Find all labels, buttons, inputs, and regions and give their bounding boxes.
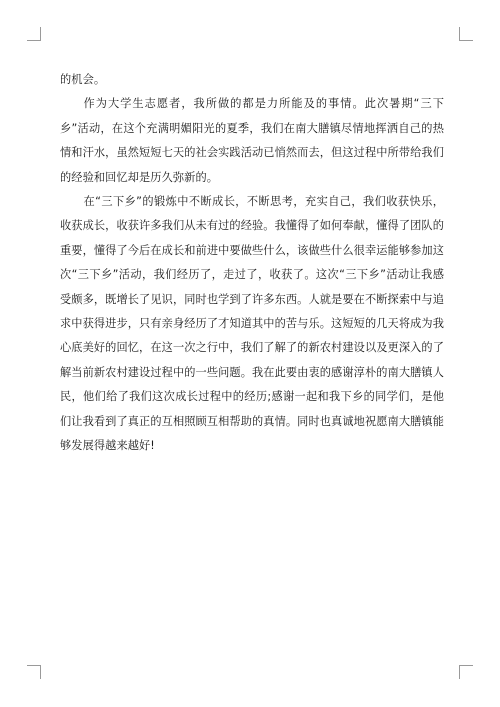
paragraph-continuation: 的机会。 bbox=[60, 73, 106, 86]
crop-mark-bottom-right bbox=[459, 665, 473, 679]
paragraph-growth-and-thanks: 在“三下乡”的锻炼中不断成长，不断思考，充实自己，我们收获快乐，收获成长，收获许多我们从未有过的经验。我懂得了如何奉献，懂得了团队的重要，懂得了今后在成长和前进中要做些什么，该做些什么很幸运能够参加这次“三下乡”活动，我们经历了，走过了，收获了。这次“三下乡”活动让我感受颇多，既增长了见识，同时也学到了许多东西。人就是要在不断探索中与追求中获得进步，只有亲身经历了才知道其中的苦与乐。这短短的几天将成为我心底美好的回忆，在这一次之行中，我们了解了的新农村建设以及更深入的了解当前新农村建设过程中的一些问题。我在此要由衷的感谢淳朴的南大膳镇人民，他们给了我们这次成长过程中的经历;感谢一起和我下乡的同学们，是他们让我看到了真正的互相照顾互相帮助的真情。同时也真诚地祝愿南大膳镇能够发展得越来越好! bbox=[60, 195, 444, 453]
paragraph-volunteer-reflection: 作为大学生志愿者，我所做的都是力所能及的事情。此次暑期“三下乡”活动，在这个充满明媚阳光的夏季，我们在南大膳镇尽情地挥洒自己的热情和汗水，虽然短短七天的社会实践活动已悄然而去，但这过程中所带给我们的经验和回忆却是历久弥新的。 bbox=[60, 97, 444, 184]
crop-mark-bottom-left bbox=[27, 665, 41, 679]
document-body bbox=[60, 68, 444, 459]
crop-mark-top-right bbox=[459, 27, 473, 41]
crop-mark-top-left bbox=[27, 27, 41, 41]
